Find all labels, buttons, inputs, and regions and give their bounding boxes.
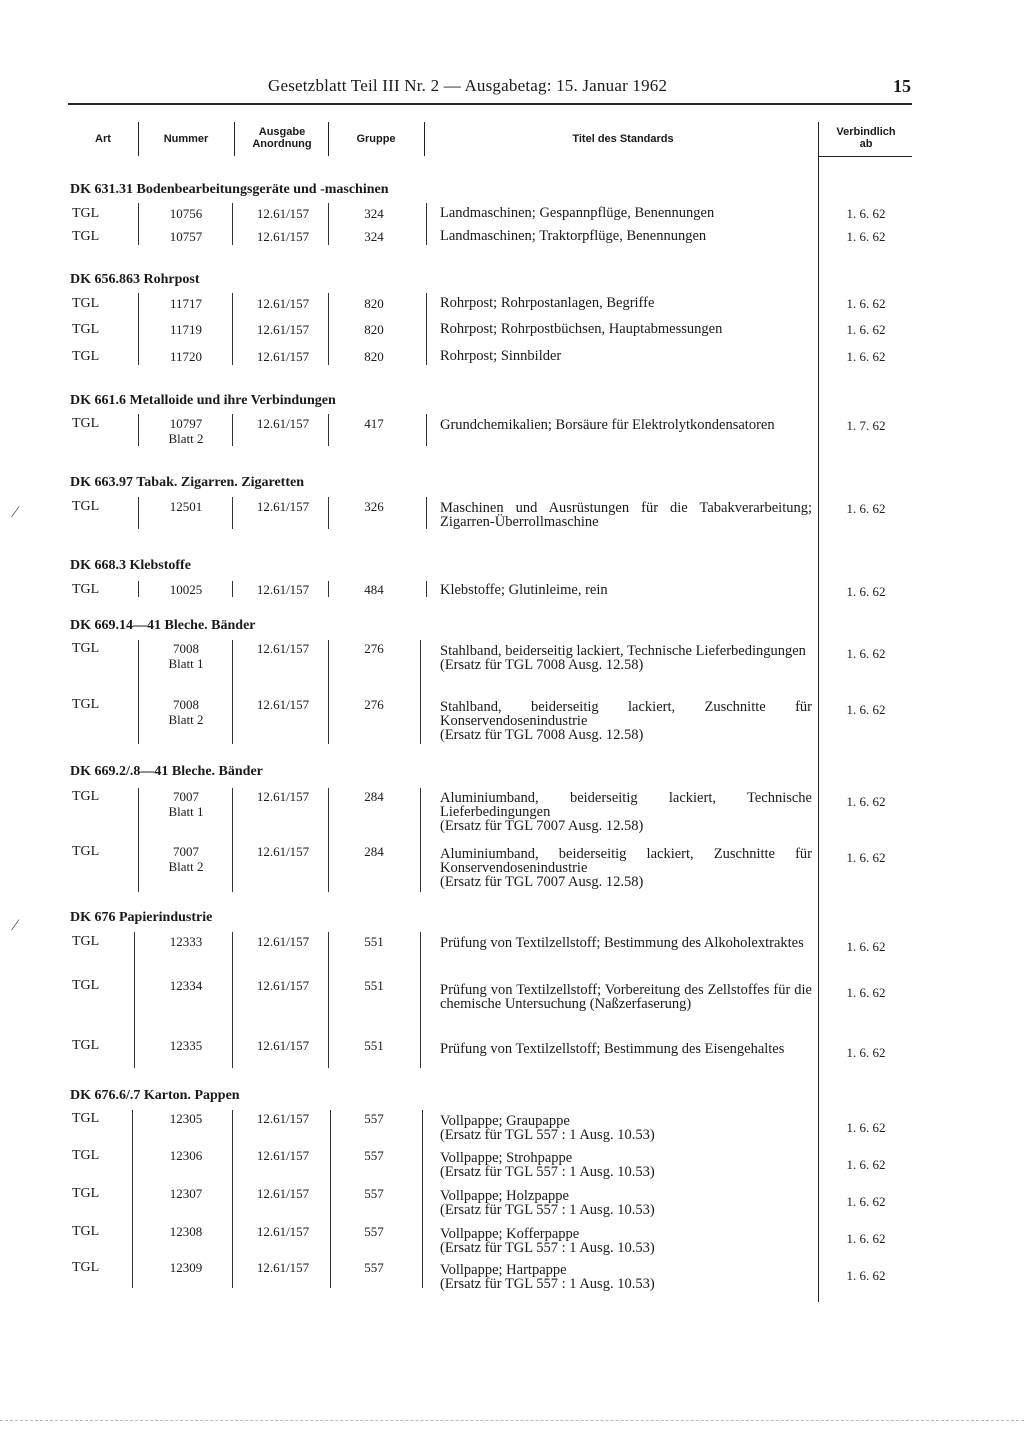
cell-titel <box>440 791 812 833</box>
row-divider <box>426 581 427 597</box>
cell-nummer: 10025 <box>169 582 203 597</box>
titel-text: Vollpappe; Hartpappe <box>440 1262 567 1278</box>
cell-art: TGL <box>72 322 100 337</box>
cell-blatt: Blatt 1 <box>168 656 204 671</box>
row-divider <box>422 1110 423 1288</box>
row-divider <box>138 414 139 446</box>
cell-verbindlich: 1. 6. 62 <box>846 1157 886 1172</box>
margin-mark: ⁄ <box>14 504 17 521</box>
ersatz-text: (Ersatz für TGL 7008 Ausg. 12.58) <box>440 727 644 743</box>
cell-verbindlich: 1. 6. 62 <box>846 850 886 865</box>
section-title: DK 669.14—41 Bleche. Bänder <box>70 618 256 633</box>
col-verbindlich-line-2: ab <box>859 138 873 150</box>
cell-nummer: 10756 <box>169 206 203 221</box>
cell-nummer: 12334 <box>169 978 203 993</box>
cell-art: TGL <box>72 1038 100 1053</box>
titel-text: Vollpappe; Strohpappe <box>440 1150 573 1166</box>
cell-gruppe: 276 <box>364 641 384 656</box>
row-divider <box>426 414 427 446</box>
cell-verbindlich: 1. 6. 62 <box>846 985 886 1000</box>
cell-art: TGL <box>72 1260 100 1275</box>
cell-ausgabe: 12.61/157 <box>256 582 310 597</box>
row-divider <box>232 497 233 529</box>
cell-verbindlich: 1. 6. 62 <box>846 646 886 661</box>
cell-blatt: Blatt 1 <box>168 804 204 819</box>
titel-text: Aluminiumband, beiderseitig lackiert, Zuschnitte für Konservendosenindustrie <box>440 846 812 876</box>
cell-verbindlich: 1. 6. 62 <box>846 702 886 717</box>
col-nummer: Nummer <box>163 133 209 145</box>
row-divider <box>138 640 139 744</box>
cell-art: TGL <box>72 416 100 431</box>
row-divider <box>328 203 329 245</box>
col-divider-verbindlich <box>818 122 819 1302</box>
cell-ausgabe: 12.61/157 <box>256 1186 310 1201</box>
cell-ausgabe: 12.61/157 <box>256 697 310 712</box>
cell-titel <box>440 1151 812 1179</box>
cell-nummer: 7008 <box>173 641 199 656</box>
cell-titel <box>440 1227 812 1255</box>
cell-verbindlich: 1. 6. 62 <box>846 1231 886 1246</box>
cell-blatt: Blatt 2 <box>168 859 204 874</box>
col-ausgabe-line-2: Anordnung <box>252 138 312 150</box>
cell-art: TGL <box>72 206 100 221</box>
page-number: 15 <box>893 76 911 96</box>
cell-verbindlich: 1. 6. 62 <box>846 206 886 221</box>
cell-gruppe: 551 <box>364 1038 384 1053</box>
cell-nummer: 10757 <box>169 229 203 244</box>
titel-text: Vollpappe; Graupappe <box>440 1113 570 1129</box>
cell-verbindlich: 1. 6. 62 <box>846 584 886 599</box>
col-ausgabe <box>236 126 328 150</box>
cell-gruppe: 326 <box>364 499 384 514</box>
row-divider <box>138 581 139 597</box>
cell-nummer: 12501 <box>169 499 203 514</box>
col-ausgabe-line-1: Ausgabe <box>258 126 306 138</box>
cell-ausgabe: 12.61/157 <box>256 349 310 364</box>
cell-blatt: Blatt 2 <box>168 431 204 446</box>
cell-titel: Landmaschinen; Traktorpflüge, Benennungen <box>440 228 707 244</box>
col-titel: Titel des Standards <box>572 133 674 145</box>
cell-nummer: 12307 <box>169 1186 203 1201</box>
margin-mark: ⁄ <box>14 917 17 934</box>
cell-verbindlich: 1. 6. 62 <box>846 794 886 809</box>
cell-nummer: 11719 <box>169 322 203 337</box>
cell-titel <box>440 847 812 889</box>
col-divider <box>424 122 425 156</box>
cell-verbindlich: 1. 6. 62 <box>846 939 886 954</box>
cell-ausgabe: 12.61/157 <box>256 499 310 514</box>
ersatz-text: (Ersatz für TGL 7007 Ausg. 12.58) <box>440 818 644 834</box>
cell-verbindlich: 1. 6. 62 <box>846 1045 886 1060</box>
row-divider <box>328 932 329 1068</box>
cell-gruppe: 284 <box>364 789 384 804</box>
cell-nummer: 12333 <box>169 934 203 949</box>
cell-gruppe: 324 <box>364 206 384 221</box>
row-divider <box>138 497 139 529</box>
row-divider <box>328 788 329 892</box>
row-divider <box>328 581 329 597</box>
cell-titel: Klebstoffe; Glutinleime, rein <box>440 582 608 598</box>
row-divider <box>420 788 421 892</box>
cell-verbindlich: 1. 6. 62 <box>846 501 886 516</box>
cell-nummer: 7007 <box>173 789 199 804</box>
cell-gruppe: 557 <box>364 1186 384 1201</box>
cell-titel <box>440 1114 812 1142</box>
col-gruppe: Gruppe <box>356 133 396 145</box>
cell-ausgabe: 12.61/157 <box>256 416 310 431</box>
row-divider <box>138 203 139 245</box>
cell-titel <box>440 1263 812 1291</box>
section-title: DK 668.3 Klebstoffe <box>70 558 191 573</box>
ersatz-text: (Ersatz für TGL 557 : 1 Ausg. 10.53) <box>440 1276 655 1292</box>
cell-nummer: 12306 <box>169 1148 203 1163</box>
cell-gruppe: 551 <box>364 978 384 993</box>
cell-verbindlich: 1. 7. 62 <box>846 418 886 433</box>
cell-art: TGL <box>72 641 100 656</box>
cell-blatt: Blatt 2 <box>168 712 204 727</box>
row-divider <box>132 1110 133 1288</box>
page-header-title: Gesetzblatt Teil III Nr. 2 — Ausgabetag: 15. Januar 1962 <box>268 76 668 95</box>
cell-gruppe: 551 <box>364 934 384 949</box>
row-divider <box>420 640 421 744</box>
titel-text: Aluminiumband, beiderseitig lackiert, Technische Lieferbedingungen <box>440 790 812 820</box>
cell-gruppe: 557 <box>364 1111 384 1126</box>
cell-art: TGL <box>72 697 100 712</box>
ersatz-text: (Ersatz für TGL 7007 Ausg. 12.58) <box>440 874 644 890</box>
cell-ausgabe: 12.61/157 <box>256 641 310 656</box>
row-divider <box>232 581 233 597</box>
cell-titel: Rohrpost; Sinnbilder <box>440 348 562 364</box>
cell-nummer: 12308 <box>169 1224 203 1239</box>
row-divider <box>138 788 139 892</box>
row-divider <box>232 203 233 245</box>
header-underline <box>818 156 912 157</box>
cell-titel <box>440 700 812 742</box>
header-rule <box>68 103 912 105</box>
cell-titel <box>440 1189 812 1217</box>
cell-ausgabe: 12.61/157 <box>256 934 310 949</box>
cell-gruppe: 820 <box>364 296 384 311</box>
cell-nummer: 11720 <box>169 349 203 364</box>
col-divider <box>138 122 139 156</box>
row-divider <box>426 497 427 529</box>
cell-art: TGL <box>72 934 100 949</box>
section-title: DK 663.97 Tabak. Zigarren. Zigaretten <box>70 475 305 490</box>
cell-nummer: 10797 <box>169 416 203 431</box>
section-title: DK 656.863 Rohrpost <box>70 272 200 287</box>
cell-ausgabe: 12.61/157 <box>256 1148 310 1163</box>
cell-gruppe: 484 <box>364 582 384 597</box>
row-divider <box>232 788 233 892</box>
row-divider <box>328 640 329 744</box>
cell-ausgabe: 12.61/157 <box>256 206 310 221</box>
cell-gruppe: 557 <box>364 1224 384 1239</box>
cell-titel: Rohrpost; Rohrpostanlagen, Begriffe <box>440 295 655 311</box>
cell-verbindlich: 1. 6. 62 <box>846 1194 886 1209</box>
cell-nummer: 12305 <box>169 1111 203 1126</box>
cell-art: TGL <box>72 582 100 597</box>
cell-gruppe: 417 <box>364 416 384 431</box>
col-divider <box>234 122 235 156</box>
cell-gruppe: 284 <box>364 844 384 859</box>
cell-art: TGL <box>72 978 100 993</box>
cell-art: TGL <box>72 229 100 244</box>
titel-text: Vollpappe; Holzpappe <box>440 1188 569 1204</box>
col-verbindlich-line-1: Verbindlich <box>836 126 896 138</box>
cell-art: TGL <box>72 1186 100 1201</box>
cell-ausgabe: 12.61/157 <box>256 789 310 804</box>
row-divider <box>328 497 329 529</box>
section-title: DK 631.31 Bodenbearbeitungsgeräte und -maschinen <box>70 182 389 197</box>
cell-gruppe: 276 <box>364 697 384 712</box>
titel-text: Stahlband, beiderseitig lackiert, Zuschnitte für Konservendosenindustrie <box>440 699 812 729</box>
cell-nummer: 7008 <box>173 697 199 712</box>
row-divider <box>232 293 233 365</box>
col-divider <box>328 122 329 156</box>
col-art: Art <box>95 133 111 145</box>
row-divider <box>232 640 233 744</box>
cell-ausgabe: 12.61/157 <box>256 296 310 311</box>
cell-ausgabe: 12.61/157 <box>256 322 310 337</box>
cell-ausgabe: 12.61/157 <box>256 844 310 859</box>
cell-ausgabe: 12.61/157 <box>256 1038 310 1053</box>
cell-art: TGL <box>72 1111 100 1126</box>
cell-nummer: 12309 <box>169 1260 203 1275</box>
cell-verbindlich: 1. 6. 62 <box>846 296 886 311</box>
col-verbindlich <box>820 126 912 150</box>
cell-titel: Landmaschinen; Gespannpflüge, Benennungen <box>440 205 715 221</box>
cell-art: TGL <box>72 1148 100 1163</box>
row-divider <box>134 932 135 1068</box>
cell-titel: Prüfung von Textilzellstoff; Bestimmung des Alkoholextraktes <box>440 935 804 951</box>
cell-titel: Prüfung von Textilzellstoff; Bestimmung des Eisengehaltes <box>440 1041 785 1057</box>
ersatz-text: (Ersatz für TGL 7008 Ausg. 12.58) <box>440 657 644 673</box>
cell-verbindlich: 1. 6. 62 <box>846 1120 886 1135</box>
titel-text: Stahlband, beiderseitig lackiert, Technische Lieferbedingungen <box>440 643 806 659</box>
cell-titel: Maschinen und Ausrüstungen für die Tabakverarbeitung; Zigarren-Überrollmaschine <box>440 500 812 530</box>
cell-ausgabe: 12.61/157 <box>256 1224 310 1239</box>
cell-nummer: 11717 <box>169 296 203 311</box>
cell-art: TGL <box>72 349 100 364</box>
row-divider <box>232 1110 233 1288</box>
ersatz-text: (Ersatz für TGL 557 : 1 Ausg. 10.53) <box>440 1164 655 1180</box>
row-divider <box>328 414 329 446</box>
cell-gruppe: 557 <box>364 1148 384 1163</box>
section-title: DK 669.2/.8—41 Bleche. Bänder <box>70 764 263 779</box>
cell-art: TGL <box>72 499 100 514</box>
ersatz-text: (Ersatz für TGL 557 : 1 Ausg. 10.53) <box>440 1202 655 1218</box>
cell-ausgabe: 12.61/157 <box>256 229 310 244</box>
cell-gruppe: 820 <box>364 322 384 337</box>
cell-gruppe: 557 <box>364 1260 384 1275</box>
ersatz-text: (Ersatz für TGL 557 : 1 Ausg. 10.53) <box>440 1240 655 1256</box>
cell-verbindlich: 1. 6. 62 <box>846 322 886 337</box>
cell-titel: Prüfung von Textilzellstoff; Vorbereitung des Zellstoffes für die chemische Untersuchung (Naßzerfaserung) <box>440 982 812 1012</box>
ersatz-text: (Ersatz für TGL 557 : 1 Ausg. 10.53) <box>440 1127 655 1143</box>
cell-art: TGL <box>72 844 100 859</box>
row-divider <box>232 414 233 446</box>
cell-art: TGL <box>72 296 100 311</box>
scan-edge <box>0 1420 1024 1421</box>
cell-gruppe: 324 <box>364 229 384 244</box>
cell-gruppe: 820 <box>364 349 384 364</box>
section-title: DK 661.6 Metalloide und ihre Verbindungen <box>70 393 336 408</box>
row-divider <box>426 203 427 245</box>
row-divider <box>426 293 427 365</box>
cell-titel: Grundchemikalien; Borsäure für Elektrolytkondensatoren <box>440 417 775 433</box>
cell-titel: Rohrpost; Rohrpostbüchsen, Hauptabmessungen <box>440 321 723 337</box>
section-title: DK 676.6/.7 Karton. Pappen <box>70 1088 240 1103</box>
cell-verbindlich: 1. 6. 62 <box>846 1268 886 1283</box>
cell-ausgabe: 12.61/157 <box>256 978 310 993</box>
section-title: DK 676 Papierindustrie <box>70 910 213 925</box>
cell-verbindlich: 1. 6. 62 <box>846 349 886 364</box>
row-divider <box>232 932 233 1068</box>
cell-art: TGL <box>72 789 100 804</box>
titel-text: Vollpappe; Kofferpappe <box>440 1226 580 1242</box>
cell-ausgabe: 12.61/157 <box>256 1260 310 1275</box>
row-divider <box>330 1110 331 1288</box>
row-divider <box>328 293 329 365</box>
row-divider <box>138 293 139 365</box>
row-divider <box>420 932 421 1068</box>
cell-art: TGL <box>72 1224 100 1239</box>
cell-nummer: 12335 <box>169 1038 203 1053</box>
cell-ausgabe: 12.61/157 <box>256 1111 310 1126</box>
cell-titel <box>440 644 812 672</box>
cell-nummer: 7007 <box>173 844 199 859</box>
cell-verbindlich: 1. 6. 62 <box>846 229 886 244</box>
